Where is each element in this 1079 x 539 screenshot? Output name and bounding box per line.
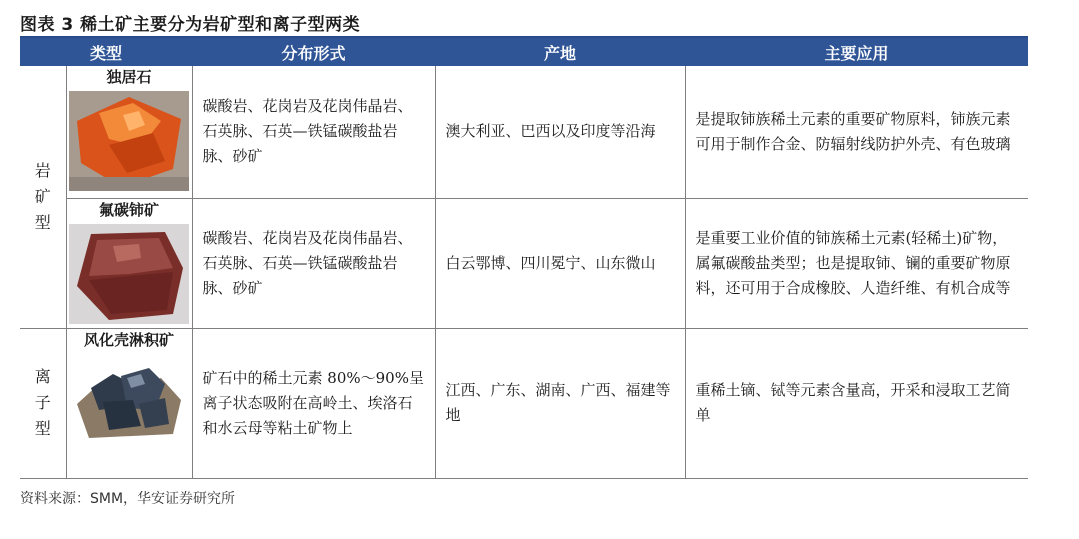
mineral-cell	[66, 66, 192, 198]
mineral-cell	[66, 328, 192, 478]
rare-earth-table	[20, 38, 1028, 479]
monazite-image	[69, 91, 189, 191]
origin-cell: 白云鄂博、四川冕宁、山东微山	[435, 198, 685, 328]
mineral-name: 独居石	[106, 68, 152, 86]
table-row	[20, 328, 1028, 478]
bastnaesite-image	[69, 224, 189, 324]
application-cell: 重稀土镝、铽等元素含量高，开采和浸取工艺简单	[685, 328, 1028, 478]
source-note: 资料来源：SMM，华安证券研究所	[20, 491, 236, 507]
origin-cell: 江西、广东、湖南、广西、福建等地	[435, 328, 685, 478]
header-distribution: 分布形式	[192, 38, 435, 66]
ionic-ore-image	[69, 354, 189, 444]
distribution-cell: 碳酸岩、花岗岩及花岗伟晶岩、石英脉、石英—铁锰碳酸盐岩脉、砂矿	[192, 66, 435, 198]
distribution-cell: 碳酸岩、花岗岩及花岗伟晶岩、石英脉、石英—铁锰碳酸盐岩脉、砂矿	[192, 198, 435, 328]
application-cell: 是提取铈族稀土元素的重要矿物原料，铈族元素可用于制作合金、防辐射线防护外壳、有色玻璃	[685, 66, 1028, 198]
group-label-rock: 岩 矿 型	[20, 66, 66, 328]
table-row	[20, 198, 1028, 328]
mineral-name: 风化壳淋积矿	[84, 330, 175, 349]
figure-title: 图表 3 稀土矿主要分为岩矿型和离子型两类	[20, 15, 361, 35]
distribution-cell: 矿石中的稀土元素 80%～90%呈离子状态吸附在高岭土、埃洛石和水云母等粘土矿物上	[192, 328, 435, 478]
application-cell: 是重要工业价值的铈族稀土元素(轻稀土)矿物，属氟碳酸盐类型；也是提取铈、镧的重要矿物原料，还可用于合成橡胶、人造纤维、有机合成等	[685, 198, 1028, 328]
table-row	[20, 66, 1028, 198]
header-application: 主要应用	[685, 38, 1028, 66]
mineral-cell	[66, 198, 192, 328]
mineral-name: 氟碳铈矿	[99, 200, 160, 219]
table-header-row	[20, 38, 1028, 66]
group-label-ionic: 离 子 型	[20, 328, 66, 478]
header-type: 类型	[20, 38, 192, 66]
origin-cell: 澳大利亚、巴西以及印度等沿海	[435, 66, 685, 198]
header-origin: 产地	[435, 38, 685, 66]
